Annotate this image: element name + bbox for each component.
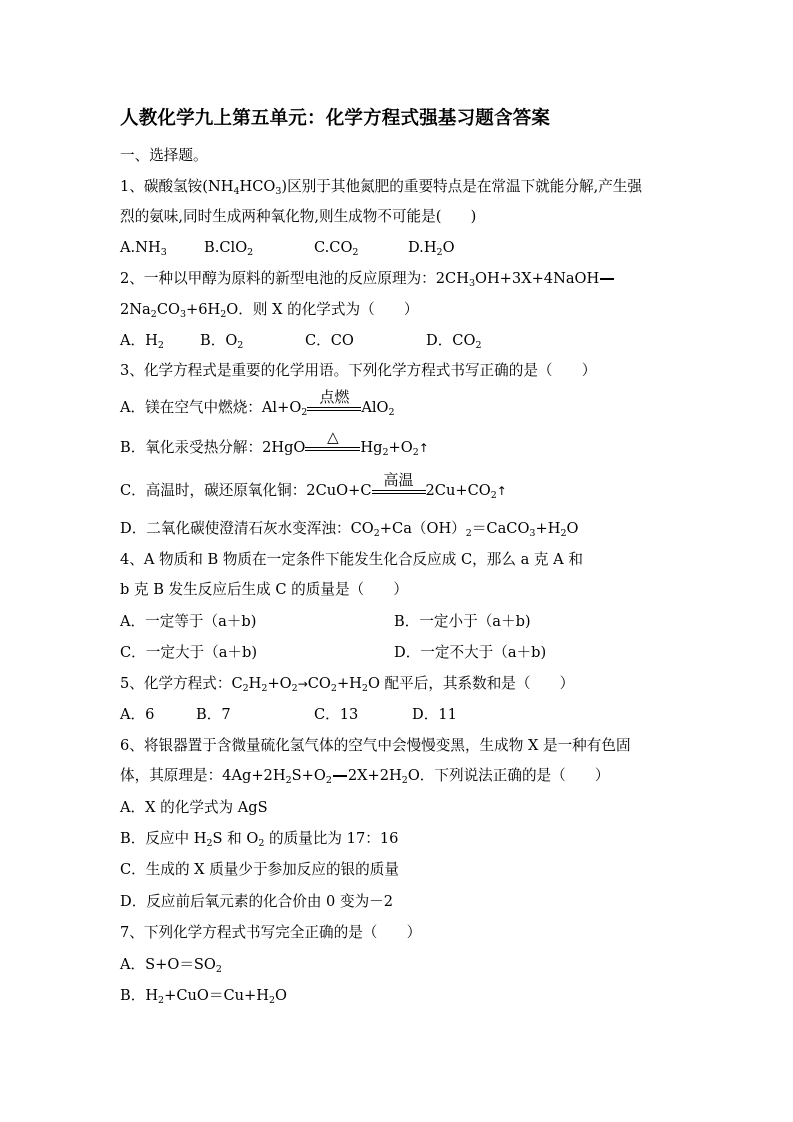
question-5-option-a: A．6	[120, 706, 155, 723]
question-3-option-c: C．高温时，碳还原氧化铜：2CuO+C 高温 $2Cu+CO_2↑$	[120, 471, 507, 501]
question-1-option-c: $C.CO_2$	[314, 239, 359, 258]
question-6-option-b: B．反应中 $H_2S$ 和 $O_2$ 的质量比为 17：16	[120, 830, 399, 849]
equals-sign	[599, 275, 615, 283]
question-2-option-d: D．$CO_2$	[426, 332, 482, 351]
question-6-option-c: C．生成的 X 质量少于参加反应的银的质量	[120, 861, 399, 878]
gas-arrow-icon: ↑	[496, 484, 507, 498]
question-5-stem: 5、化学方程式：$C_2H_2+O_2\to CO_2+H_2O$ 配平后，其系数和是（ ）	[120, 675, 575, 694]
question-1-option-d: $D.H_2O$	[408, 239, 455, 258]
reaction-condition: 高温	[372, 481, 426, 501]
question-7-option-a: A．$S+O=SO_2$	[120, 956, 222, 975]
question-3-stem: 3、化学方程式是重要的化学用语。下列化学方程式书写正确的是（ ）	[120, 362, 597, 379]
section-heading: 一、选择题。	[120, 147, 208, 164]
question-3-option-a: A．镁在空气中燃烧：$Al+O_2$ 点燃 AlO$_2$	[120, 388, 395, 418]
reaction-condition: △	[305, 438, 360, 458]
question-4-option-d: D．一定不大于（a＋b)	[394, 644, 547, 661]
question-4-stem-line-2: b 克 B 发生反应后生成 C 的质量是（ ）	[120, 581, 408, 598]
question-7-stem: 7、下列化学方程式书写完全正确的是（ ）	[120, 924, 422, 941]
question-6-option-d: D．反应前后氧元素的化合价由 0 变为－2	[120, 893, 394, 910]
question-5-option-b: B．7	[196, 706, 231, 723]
question-5-option-d: D．11	[412, 706, 457, 723]
question-3-option-d: D．二氧化碳使澄清石灰水变浑浊：$CO_2+Ca(OH)_2=CaCO_3+H_2O$	[120, 520, 579, 539]
question-6-stem-line-1: 6、将银器置于含微量硫化氢气体的空气中会慢慢变黑，生成物 X 是一种有色固	[120, 737, 631, 754]
question-4-option-a: A．一定等于（a＋b)	[120, 613, 257, 630]
question-1-stem-line-2: 烈的氨味,同时生成两种氧化物,则生成物不可能是( )	[120, 208, 477, 225]
question-4-option-c: C．一定大于（a＋b)	[120, 644, 258, 661]
question-1-option-b: B.ClO$_2$	[204, 239, 254, 258]
question-2-option-b: B．$O_2$	[200, 332, 244, 351]
question-1-option-a: $A.NH_3$	[120, 239, 167, 258]
question-4-stem-line-1: 4、A 物质和 B 物质在一定条件下能发生化合反应成 C，那么 a 克 A 和	[120, 551, 583, 568]
question-4-option-b: B．一定小于（a＋b)	[394, 613, 531, 630]
question-2-stem-line-1: 2、一种以甲醇为原料的新型电池的反应原理为：$2CH_3OH+3X+4NaOH$	[120, 269, 615, 289]
question-1-stem-line-1: 1、碳酸氢铵$(NH_4HCO_3)$区别于其他氮肥的重要特点是在常温下就能分解,产生强	[120, 178, 642, 197]
reaction-condition: 点燃	[307, 398, 361, 418]
question-2-option-c: C．CO	[305, 332, 354, 349]
question-2-stem-line-2: $2Na_2CO_3+6H_2O$．则 X 的化学式为（ ）	[120, 301, 419, 320]
question-2-option-a: A．$H_2$	[120, 332, 164, 351]
question-6-stem-line-2: 体，其原理是：$4Ag+2H_2S+O_2$ $2X+2H_2O$．下列说法正确的是（ ）	[120, 767, 610, 786]
right-arrow-icon: →	[297, 677, 308, 691]
question-5-option-c: C．13	[314, 706, 359, 723]
gas-arrow-icon: ↑	[418, 441, 429, 455]
question-7-option-b: B．$H_2+CuO=Cu+H_2O$	[120, 987, 287, 1006]
document-title: 人教化学九上第五单元：化学方程式强基习题含答案	[120, 108, 551, 129]
equals-sign	[332, 772, 348, 780]
question-3-option-b: B．氧化汞受热分解：2HgO △ $Hg_2+O_2↑$	[120, 428, 429, 458]
question-6-option-a: A．X 的化学式为 AgS	[120, 799, 268, 816]
